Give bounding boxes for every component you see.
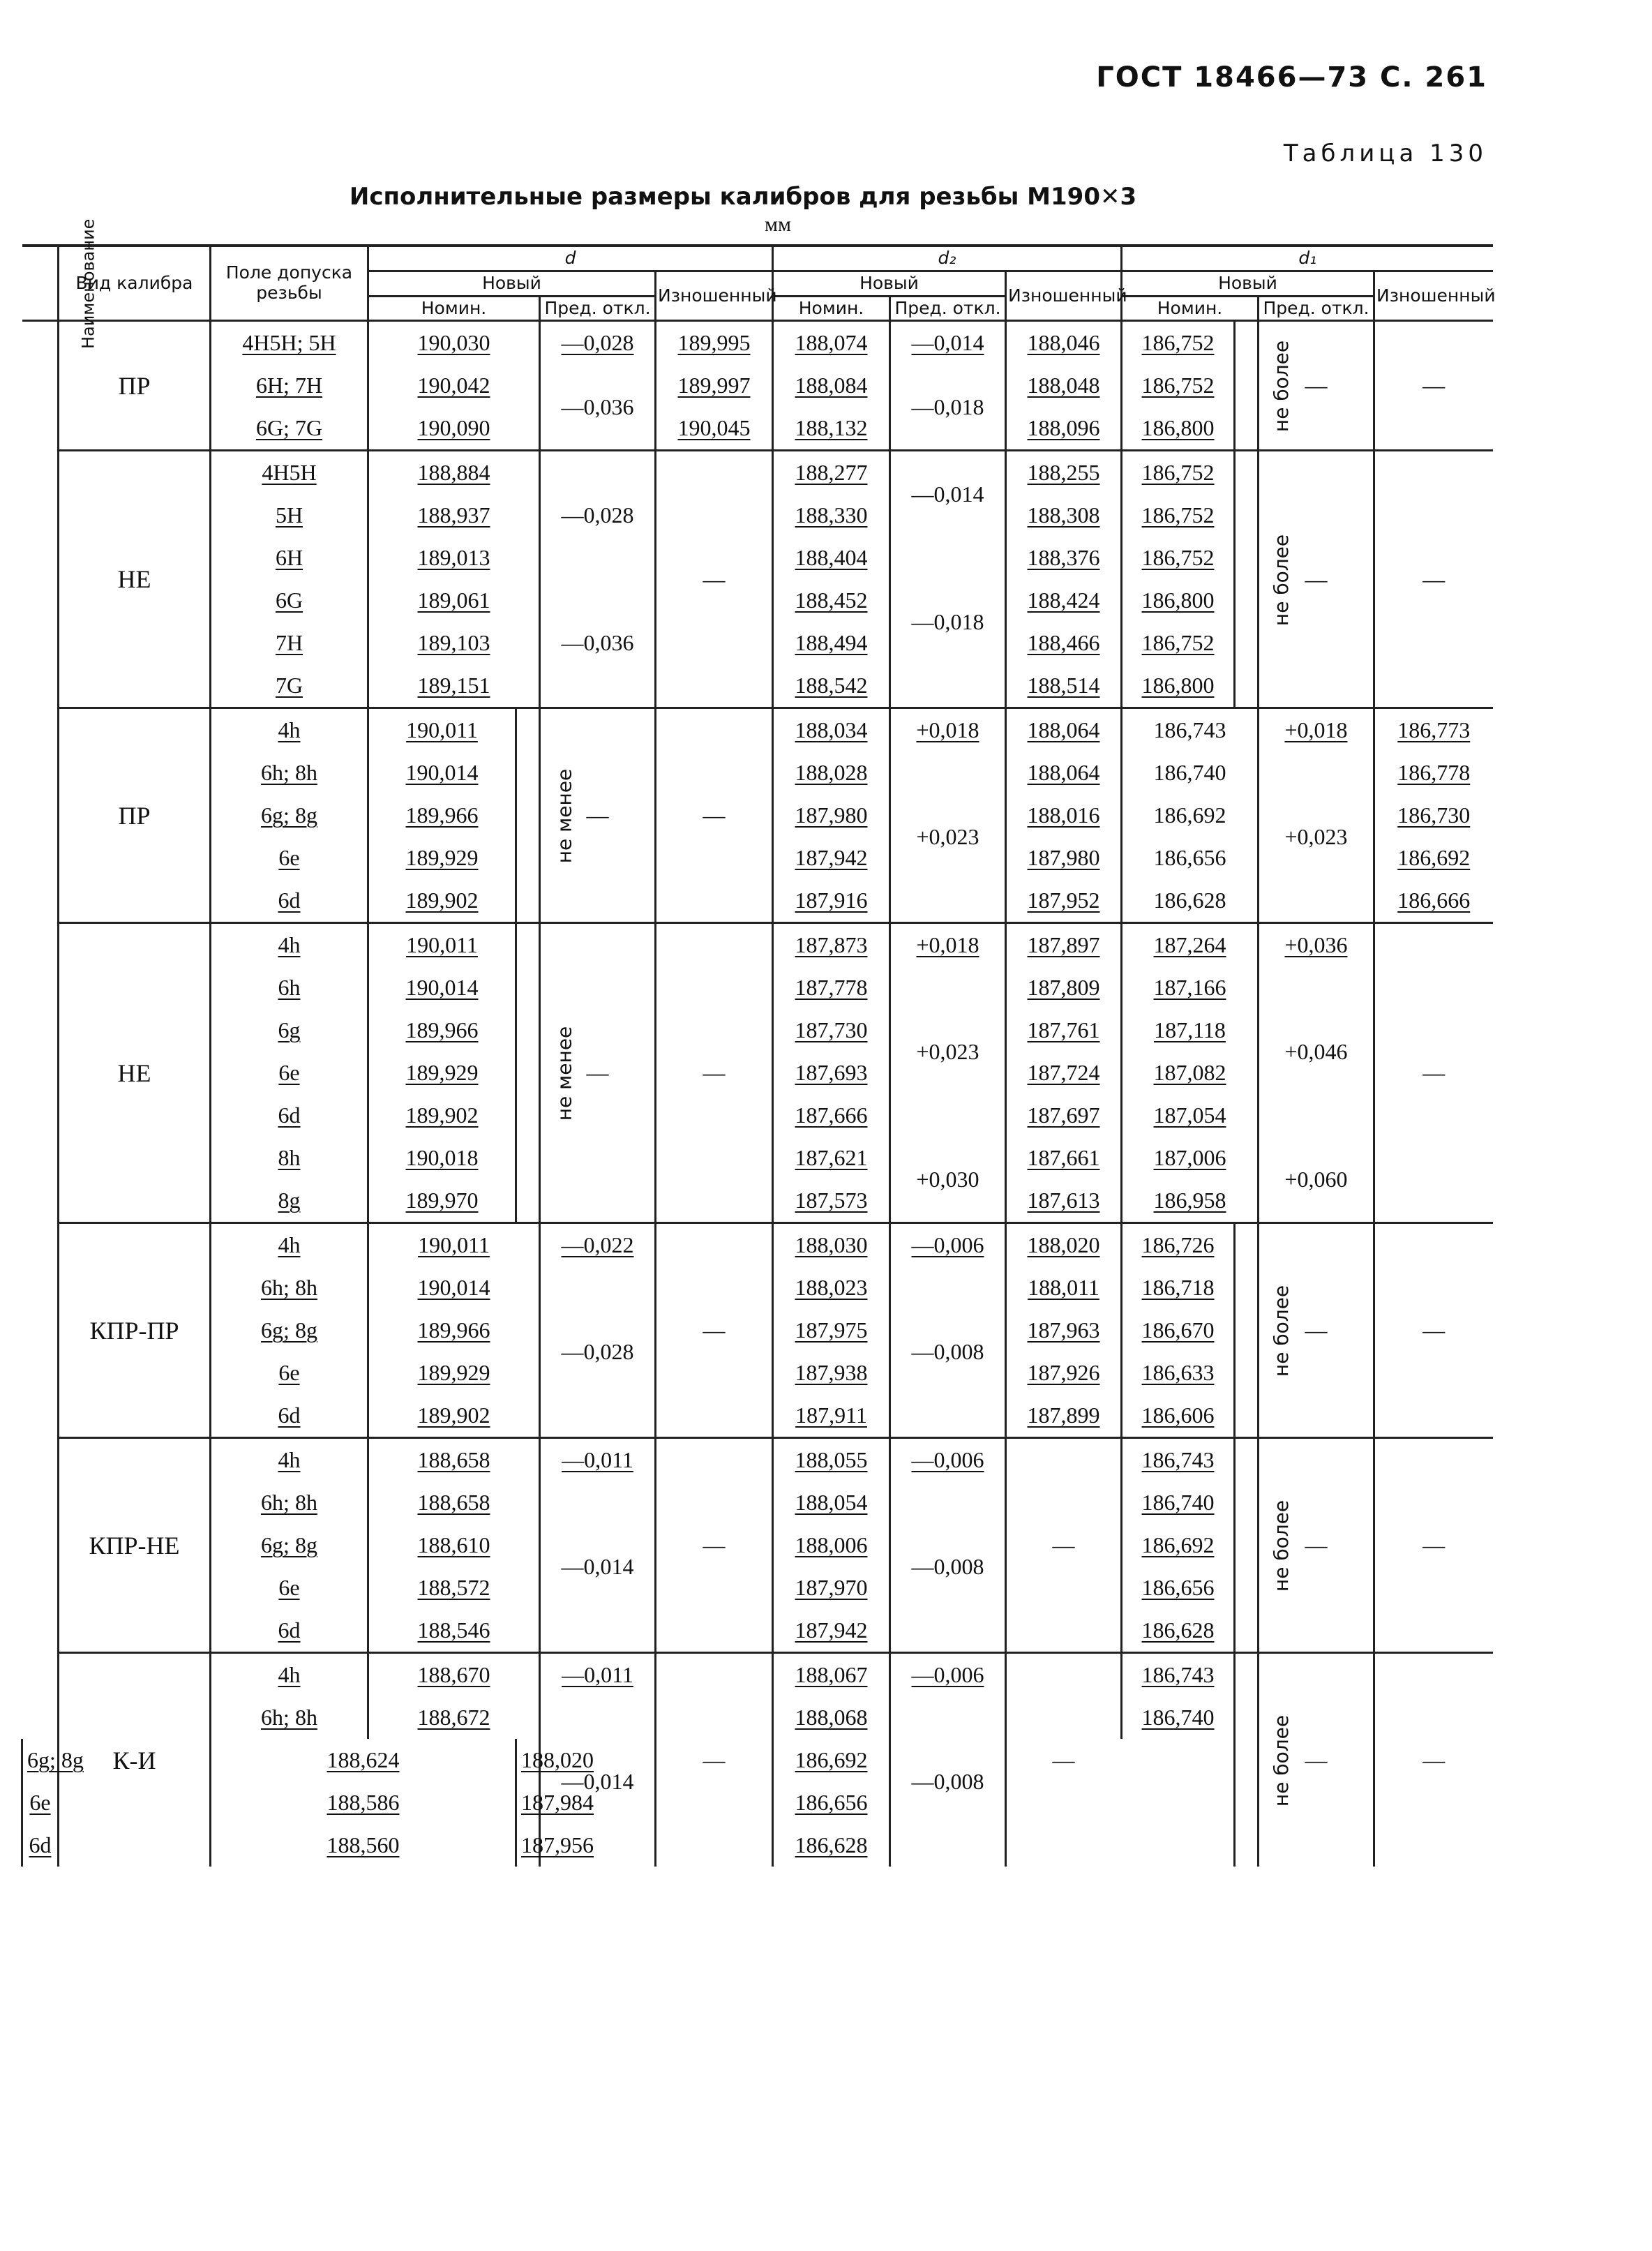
d-deviation: —0,036 <box>540 579 656 708</box>
d2-nominal: 187,970 <box>773 1566 890 1609</box>
d-nominal: 189,929 <box>368 1052 516 1094</box>
d-deviation: —0,028 <box>540 1266 656 1438</box>
d2-nominal: 187,911 <box>773 1394 890 1438</box>
gauge-kind: КПР-НЕ <box>59 1438 211 1653</box>
d1-worn: 186,778 <box>1374 751 1493 794</box>
tolerance-cell: 8g <box>211 1179 368 1223</box>
d1-nomin-header: Номин. <box>1122 296 1259 321</box>
d-deviation: —0,014 <box>540 1696 656 1867</box>
d2-worn: 188,424 <box>1006 579 1122 622</box>
tolerance-cell: 6h <box>211 966 368 1009</box>
d1-nominal: 186,752 <box>1122 451 1235 495</box>
d-limit-note: не менее <box>516 923 540 1223</box>
d1-nominal: 186,958 <box>1122 1179 1259 1223</box>
d2-nominal: 188,055 <box>773 1438 890 1482</box>
d-worn-dash: — <box>656 1438 773 1653</box>
tolerance-cell: 4h <box>211 1438 368 1482</box>
d-deviation: —0,022 <box>540 1223 656 1267</box>
d1-worn: 186,773 <box>1374 708 1493 752</box>
d2-nominal: 188,452 <box>773 579 890 622</box>
d1-worn: 186,666 <box>1374 879 1493 923</box>
d-worn-header: Изношенный <box>656 271 773 321</box>
d-deviation: —0,014 <box>540 1481 656 1653</box>
d2-worn: 188,064 <box>1006 751 1122 794</box>
d-worn: 189,997 <box>656 364 773 407</box>
d-nominal: 189,966 <box>368 794 516 837</box>
d2-worn: 188,466 <box>1006 622 1122 664</box>
d-nominal: 189,966 <box>368 1309 540 1352</box>
d-nominal: 190,090 <box>368 407 540 451</box>
d2-nominal: 187,693 <box>773 1052 890 1094</box>
tolerance-cell: 6d <box>211 1394 368 1438</box>
d-nominal: 188,546 <box>368 1609 540 1653</box>
d1-nominal: 186,740 <box>1122 751 1259 794</box>
d1-worn-dash: — <box>1374 1223 1493 1438</box>
d1-limit-note: не более <box>1235 1438 1259 1653</box>
d-nominal: 190,018 <box>368 1137 516 1179</box>
d2-worn-header: Изношенный <box>1006 271 1122 321</box>
d2-worn: 187,899 <box>1006 1394 1122 1438</box>
d2-nominal: 188,028 <box>773 751 890 794</box>
d2-worn: 188,308 <box>1006 494 1122 537</box>
d-nominal: 188,672 <box>368 1696 540 1739</box>
d-nominal: 188,670 <box>368 1653 540 1697</box>
d1-deviation-header: Пред. откл. <box>1259 296 1374 321</box>
d-deviation: —0,036 <box>540 364 656 451</box>
tolerance-cell: 6e <box>211 1052 368 1094</box>
name-column-cell <box>22 321 59 1740</box>
d2-worn: 187,724 <box>1006 1052 1122 1094</box>
d1-nominal: 187,082 <box>1122 1052 1259 1094</box>
d-nominal: 190,011 <box>368 923 516 967</box>
d1-nominal: 186,752 <box>1122 494 1235 537</box>
d-deviation: —0,028 <box>540 451 656 580</box>
d-worn-dash: — <box>656 923 773 1223</box>
d-nominal: 189,902 <box>368 1394 540 1438</box>
d1-worn-header: Изношенный <box>1374 271 1493 321</box>
d2-worn: 187,661 <box>1006 1137 1122 1179</box>
d-nominal: 188,572 <box>368 1566 540 1609</box>
tolerance-cell: 6g; 8g <box>211 1524 368 1566</box>
d2-nominal: 187,942 <box>773 837 890 879</box>
d2-nominal: 188,084 <box>773 364 890 407</box>
d1-deviation: +0,023 <box>1259 751 1374 923</box>
d-nominal: 190,014 <box>368 751 516 794</box>
d1-nominal: 186,740 <box>1122 1696 1235 1739</box>
d2-nominal: 188,074 <box>773 321 890 365</box>
d1-nominal: 187,006 <box>1122 1137 1259 1179</box>
d1-nominal: 186,743 <box>1122 1438 1235 1482</box>
d2-worn: 187,809 <box>1006 966 1122 1009</box>
tolerance-cell: 6h; 8h <box>211 1696 368 1739</box>
tolerance-cell: 6g; 8g <box>211 1309 368 1352</box>
d1-nominal: 186,740 <box>1122 1481 1235 1524</box>
tolerance-cell: 5H <box>211 494 368 537</box>
d2-deviation: +0,023 <box>890 966 1006 1137</box>
d2-nominal: 187,778 <box>773 966 890 1009</box>
d1-worn-dash: — <box>1374 1438 1493 1653</box>
d1-deviation-dash: — <box>1259 321 1374 451</box>
d1-deviation: +0,036 <box>1259 923 1374 967</box>
d2-deviation: —0,018 <box>890 537 1006 708</box>
tolerance-cell: 6h; 8h <box>211 1481 368 1524</box>
d-nominal: 190,014 <box>368 966 516 1009</box>
d-nominal: 189,061 <box>368 579 540 622</box>
d1-nominal: 187,166 <box>1122 966 1259 1009</box>
d1-deviation-dash: — <box>1259 451 1374 708</box>
d2-nominal: 188,020 <box>516 1739 540 1781</box>
table-number: Таблица 130 <box>1283 140 1487 167</box>
d2-worn: 188,016 <box>1006 794 1122 837</box>
d2-nominal: 188,067 <box>773 1653 890 1697</box>
tolerance-cell: 6G <box>211 579 368 622</box>
d2-nominal: 187,975 <box>773 1309 890 1352</box>
d1-worn-dash: — <box>1374 451 1493 708</box>
d2-nominal: 188,006 <box>773 1524 890 1566</box>
d-nominal: 188,586 <box>211 1781 516 1824</box>
d2-deviation: +0,018 <box>890 923 1006 967</box>
d1-nominal: 186,633 <box>1122 1352 1235 1394</box>
d-nominal: 188,560 <box>211 1824 516 1867</box>
d1-nominal: 186,752 <box>1122 622 1235 664</box>
d1-nominal: 186,656 <box>1122 1566 1235 1609</box>
d2-worn: 187,963 <box>1006 1309 1122 1352</box>
tolerance-cell: 8h <box>211 1137 368 1179</box>
d1-nominal: 186,752 <box>1122 321 1235 365</box>
tolerance-cell: 6e <box>211 837 368 879</box>
tolerance-cell: 7G <box>211 664 368 708</box>
d-new-header: Новый <box>368 271 656 296</box>
d2-worn: 187,952 <box>1006 879 1122 923</box>
d2-deviation: —0,008 <box>890 1266 1006 1438</box>
d2-deviation: +0,030 <box>890 1137 1006 1223</box>
d1-deviation-dash: — <box>1259 1438 1374 1653</box>
d1-worn: 186,692 <box>1374 837 1493 879</box>
tolerance-cell: 4h <box>211 923 368 967</box>
tolerance-cell: 6h; 8h <box>211 1266 368 1309</box>
unit-label: мм <box>765 213 791 236</box>
d-nominal: 190,011 <box>368 1223 540 1267</box>
d1-nominal: 187,264 <box>1122 923 1259 967</box>
tolerance-cell: 6e <box>211 1352 368 1394</box>
kind-column-header: Вид калибра <box>59 246 211 321</box>
d-nominal: 190,030 <box>368 321 540 365</box>
d1-nominal: 186,670 <box>1122 1309 1235 1352</box>
d2-worn: 188,011 <box>1006 1266 1122 1309</box>
d2-nominal: 187,980 <box>773 794 890 837</box>
d-nominal: 190,042 <box>368 364 540 407</box>
tolerance-cell: 4h <box>211 708 368 752</box>
d1-nominal: 186,656 <box>773 1781 890 1824</box>
d-worn-dash: — <box>656 1653 773 1867</box>
d2-nominal: 187,621 <box>773 1137 890 1179</box>
d2-nominal: 188,542 <box>773 664 890 708</box>
d2-nominal: 187,938 <box>773 1352 890 1394</box>
d2-worn: 188,376 <box>1006 537 1122 579</box>
d1-nominal: 187,054 <box>1122 1094 1259 1137</box>
d2-worn-dash: — <box>1006 1438 1122 1653</box>
d1-deviation: +0,060 <box>1259 1137 1374 1223</box>
d1-nominal: 186,743 <box>1122 1653 1235 1697</box>
d2-deviation: —0,006 <box>890 1653 1006 1697</box>
d1-nominal: 186,726 <box>1122 1223 1235 1267</box>
d-deviation-header: Пред. откл. <box>540 296 656 321</box>
name-column-header: Наименование <box>22 246 59 321</box>
table-row <box>22 923 1493 967</box>
tolerance-cell: 6d <box>211 879 368 923</box>
d2-nominal: 188,034 <box>773 708 890 752</box>
gauge-kind: НЕ <box>59 923 211 1223</box>
d2-nominal: 188,404 <box>773 537 890 579</box>
d1-nominal: 186,628 <box>1122 879 1259 923</box>
gauge-kind: КПР-ПР <box>59 1223 211 1438</box>
d-header: d <box>368 246 773 271</box>
tolerance-cell: 6d <box>211 1094 368 1137</box>
d-nominal: 188,610 <box>368 1524 540 1566</box>
d1-header: d₁ <box>1122 246 1493 271</box>
gauge-kind: НЕ <box>59 451 211 708</box>
d-worn-dash: — <box>656 451 773 708</box>
d2-deviation: —0,008 <box>890 1696 1006 1867</box>
d2-nominal: 188,030 <box>773 1223 890 1267</box>
d-nominal: 189,929 <box>368 837 516 879</box>
d2-deviation: +0,018 <box>890 708 1006 752</box>
table-row <box>22 1653 1493 1697</box>
d2-nominal: 188,068 <box>773 1696 890 1739</box>
tolerance-cell: 6g; 8g <box>211 794 368 837</box>
d1-nominal: 186,628 <box>773 1824 890 1867</box>
tolerance-cell: 4H5H; 5H <box>211 321 368 365</box>
d1-new-header: Новый <box>1122 271 1374 296</box>
d-nominal: 189,151 <box>368 664 540 708</box>
tolerance-cell: 7H <box>211 622 368 664</box>
d2-deviation: —0,006 <box>890 1223 1006 1267</box>
d2-worn: 187,980 <box>1006 837 1122 879</box>
table-row <box>22 451 1493 495</box>
d1-nominal: 186,800 <box>1122 407 1235 451</box>
d1-worn: 186,730 <box>1374 794 1493 837</box>
d2-nominal: 187,873 <box>773 923 890 967</box>
d-worn: 189,995 <box>656 321 773 365</box>
d-nominal: 188,624 <box>211 1739 516 1781</box>
d2-nominal: 187,956 <box>516 1824 540 1867</box>
d2-nomin-header: Номин. <box>773 296 890 321</box>
d1-nominal: 186,692 <box>1122 1524 1235 1566</box>
d1-nominal: 186,692 <box>773 1739 890 1781</box>
d1-limit-note: не более <box>1235 1223 1259 1438</box>
tolerance-cell: 6G; 7G <box>211 407 368 451</box>
d1-deviation: +0,018 <box>1259 708 1374 752</box>
d-worn-dash: — <box>656 1223 773 1438</box>
d2-nominal: 188,132 <box>773 407 890 451</box>
d2-nominal: 188,494 <box>773 622 890 664</box>
d-nomin-header: Номин. <box>368 296 540 321</box>
table-row <box>22 708 1493 752</box>
d-nominal: 189,966 <box>368 1009 516 1052</box>
d-nominal: 189,013 <box>368 537 540 579</box>
tolerance-cell: 4h <box>211 1223 368 1267</box>
d1-deviation: +0,046 <box>1259 966 1374 1137</box>
d2-worn: 187,697 <box>1006 1094 1122 1137</box>
d2-nominal: 187,984 <box>516 1781 540 1824</box>
d1-nominal: 186,692 <box>1122 794 1259 837</box>
d2-worn: 188,046 <box>1006 321 1122 365</box>
d2-worn: 188,096 <box>1006 407 1122 451</box>
d2-worn: 188,020 <box>1006 1223 1122 1267</box>
d1-limit-note: не более <box>1235 451 1259 708</box>
tolerance-cell: 4H5H <box>211 451 368 495</box>
gauge-kind: К-И <box>59 1653 211 1867</box>
d1-nominal: 186,800 <box>1122 664 1235 708</box>
d2-deviation: —0,008 <box>890 1481 1006 1653</box>
d-nominal: 189,902 <box>368 879 516 923</box>
d1-worn-dash: — <box>1374 321 1493 451</box>
d2-deviation: —0,014 <box>890 321 1006 365</box>
d-deviation-dash: — <box>540 708 656 923</box>
d2-nominal: 188,277 <box>773 451 890 495</box>
tolerance-cell: 6g; 8g <box>22 1739 59 1781</box>
d2-nominal: 188,054 <box>773 1481 890 1524</box>
d1-nominal: 186,656 <box>1122 837 1259 879</box>
d-deviation: —0,011 <box>540 1653 656 1697</box>
d2-deviation: —0,014 <box>890 451 1006 537</box>
d1-nominal: 186,752 <box>1122 537 1235 579</box>
d-nominal: 189,103 <box>368 622 540 664</box>
tolerance-cell: 6H; 7H <box>211 364 368 407</box>
tolerance-cell: 6d <box>22 1824 59 1867</box>
d-nominal: 188,658 <box>368 1438 540 1482</box>
d1-nominal: 186,800 <box>1122 579 1235 622</box>
d-deviation-dash: — <box>540 923 656 1223</box>
d1-limit-note: не более <box>1235 321 1259 451</box>
table-row <box>22 321 1493 365</box>
page-header: ГОСТ 18466—73 С. 261 <box>1096 61 1487 94</box>
table-row <box>22 1438 1493 1482</box>
d1-deviation-dash: — <box>1259 1653 1374 1867</box>
table-caption: Исполнительные размеры калибров для резьбы М190✕3 <box>349 183 1137 211</box>
d1-nominal: 186,743 <box>1122 708 1259 752</box>
d2-nominal: 187,573 <box>773 1179 890 1223</box>
d1-limit-note: не более <box>1235 1653 1259 1867</box>
d2-worn: 187,613 <box>1006 1179 1122 1223</box>
table-body <box>22 321 1493 1867</box>
d2-nominal: 187,730 <box>773 1009 890 1052</box>
d2-nominal: 187,916 <box>773 879 890 923</box>
d-nominal: 188,937 <box>368 494 540 537</box>
d-nominal: 189,970 <box>368 1179 516 1223</box>
tolerance-cell: 6e <box>211 1566 368 1609</box>
d1-nominal: 186,628 <box>1122 1609 1235 1653</box>
d2-worn: 188,255 <box>1006 451 1122 495</box>
d1-nominal: 186,718 <box>1122 1266 1235 1309</box>
d-nominal: 189,902 <box>368 1094 516 1137</box>
d1-nominal: 187,118 <box>1122 1009 1259 1052</box>
gauge-kind: ПР <box>59 321 211 451</box>
d-nominal: 188,658 <box>368 1481 540 1524</box>
tolerance-cell: 4h <box>211 1653 368 1697</box>
tolerance-cell: 6H <box>211 537 368 579</box>
d2-deviation: +0,023 <box>890 751 1006 923</box>
d-worn: 190,045 <box>656 407 773 451</box>
d2-worn: 187,761 <box>1006 1009 1122 1052</box>
d2-worn: 188,048 <box>1006 364 1122 407</box>
d2-worn: 187,897 <box>1006 923 1122 967</box>
d-nominal: 190,014 <box>368 1266 540 1309</box>
gauge-kind: ПР <box>59 708 211 923</box>
d1-worn-dash: — <box>1374 1653 1493 1867</box>
d2-worn: 187,926 <box>1006 1352 1122 1394</box>
d2-worn: 188,064 <box>1006 708 1122 752</box>
d2-new-header: Новый <box>773 271 1006 296</box>
d2-nominal: 187,666 <box>773 1094 890 1137</box>
table-row <box>22 1223 1493 1267</box>
d2-deviation-header: Пред. откл. <box>890 296 1006 321</box>
d2-deviation: —0,018 <box>890 364 1006 451</box>
d-worn-dash: — <box>656 708 773 923</box>
d1-worn-dash: — <box>1374 923 1493 1223</box>
tolerance-cell: 6d <box>211 1609 368 1653</box>
d2-nominal: 187,942 <box>773 1609 890 1653</box>
d2-nominal: 188,330 <box>773 494 890 537</box>
d1-deviation-dash: — <box>1259 1223 1374 1438</box>
d2-deviation: —0,006 <box>890 1438 1006 1482</box>
tolerance-cell: 6g <box>211 1009 368 1052</box>
d1-nominal: 186,752 <box>1122 364 1235 407</box>
d2-header: d₂ <box>773 246 1122 271</box>
tolerance-column-header: Поле допуска резьбы <box>211 246 368 321</box>
d2-worn: 188,514 <box>1006 664 1122 708</box>
d-deviation: —0,011 <box>540 1438 656 1482</box>
d2-worn-dash: — <box>1006 1653 1122 1867</box>
d2-nominal: 188,023 <box>773 1266 890 1309</box>
tolerance-cell: 6e <box>22 1781 59 1824</box>
d-nominal: 190,011 <box>368 708 516 752</box>
d-nominal: 188,884 <box>368 451 540 495</box>
tolerance-cell: 6h; 8h <box>211 751 368 794</box>
d-deviation: —0,028 <box>540 321 656 365</box>
d1-nominal: 186,606 <box>1122 1394 1235 1438</box>
d-nominal: 189,929 <box>368 1352 540 1394</box>
d-limit-note: не менее <box>516 708 540 923</box>
